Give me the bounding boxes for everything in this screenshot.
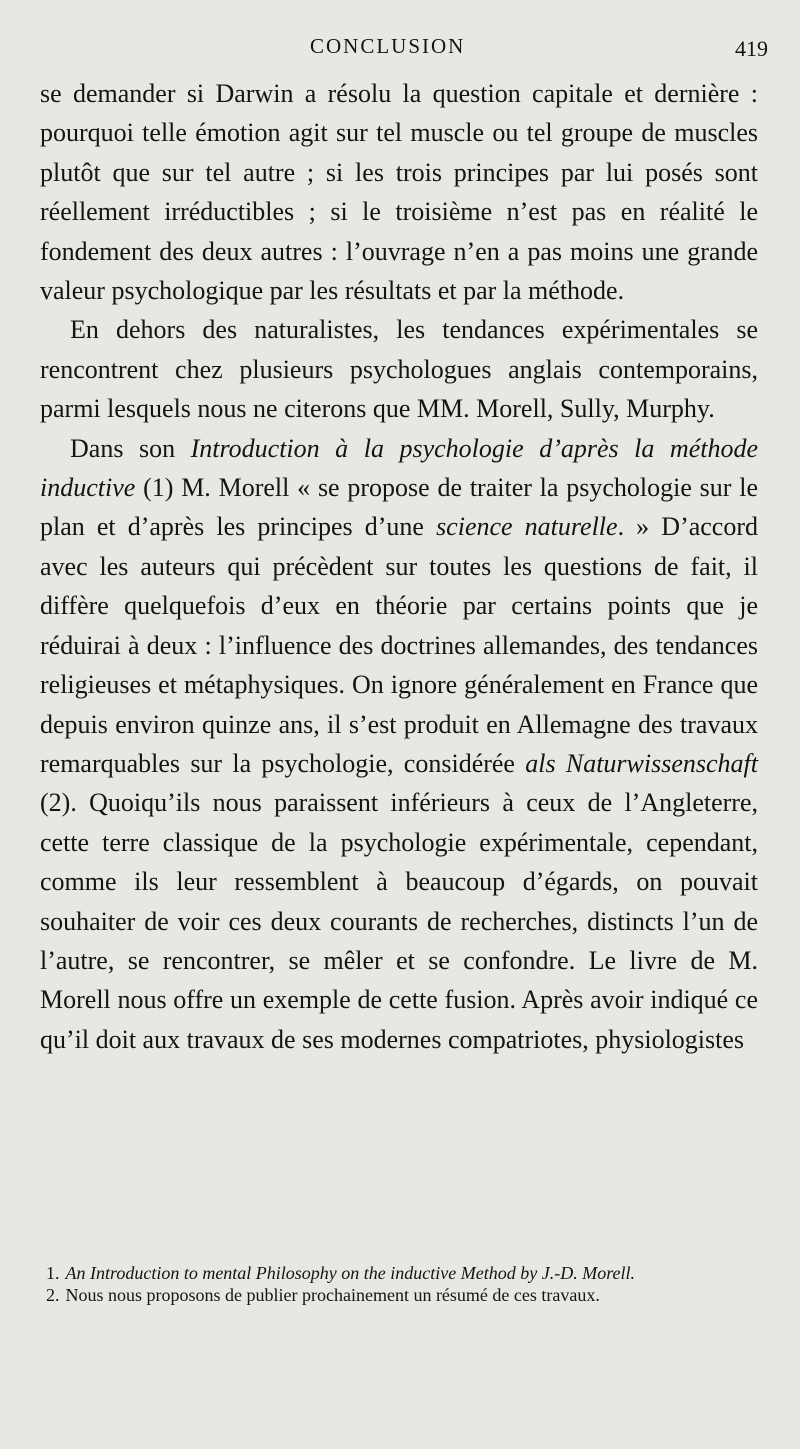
paragraph-2: [40, 310, 758, 428]
page-number: 419: [735, 36, 768, 61]
paragraph-text: . » D’accord avec les auteurs qui précèdent sur toutes les questions de fait, il diffère quelquefois d’eux en théorie par certains points que je réduirai à deux : l’influence des doctrines allemandes, des tendances religieuses et métaphysiques. On ignore généralement en France que depuis environ quinze ans, il s’est produit en Allemagne des travaux remarquables sur la psychologie, considérée: [40, 512, 758, 778]
footnote-2: [46, 1284, 758, 1306]
footnote-number: 1.: [46, 1263, 60, 1283]
paragraph-3: [40, 429, 758, 1060]
footnote-text: Nous nous proposons de publier prochainement un résumé de ces travaux.: [65, 1285, 600, 1305]
paragraph-text: se demander si Darwin a résolu la question capitale et dernière : pourquoi telle émotion agit sur tel muscle ou tel groupe de muscles plutôt que sur tel autre ; si les trois principes par lui posés sont réellement irréductibles ; si le troisième n’est pas en réalité le fondement des deux autres : l’ouvrage n’en a pas moins une grande valeur psychologique par les résultats et par la méthode.: [40, 79, 758, 306]
running-title: CONCLUSION: [310, 34, 466, 58]
paragraph-text: (2). Quoiqu’ils nous paraissent inférieurs à ceux de l’Angleterre, cette terre classique de la psychologie expérimentale, cependant, comme ils leur ressemblent à beaucoup d’égards, on pouvait souhaiter de voir ces deux courants de recherches, distincts l’un de l’autre, se rencontrer, se mêler et se confondre. Le livre de M. Morell nous offre un exemple de cette fusion. Après avoir indiqué ce qu’il doit aux travaux de ses modernes compatriotes, physiologistes: [40, 788, 758, 1054]
running-head: [0, 34, 800, 64]
footnote-text: An Introduction to mental Philosophy on the inductive Method by J.-D. Morell.: [65, 1263, 636, 1283]
footnote-number: 2.: [46, 1285, 60, 1305]
book-title-italic: Introduction à la psychologie d’après la méthode inductive: [40, 433, 758, 503]
footnote-1: [46, 1262, 758, 1284]
paragraph-text: (1) M. Morell « se propose de traiter la psychologie sur le plan et d’après les principes d’une: [40, 473, 758, 542]
paragraph-1: [40, 74, 758, 310]
paragraph-text: En dehors des naturalistes, les tendances expérimentales se rencontrent chez plusieurs psychologues anglais contemporains, parmi lesquels nous ne citerons que MM. Morell, Sully, Murphy.: [40, 315, 758, 424]
paragraph-text: Dans son: [70, 433, 191, 463]
footnotes: [46, 1262, 758, 1306]
term-italic: science naturelle: [436, 512, 618, 542]
body-text: [40, 74, 758, 1059]
german-term-italic: als Naturwissenschaft: [525, 748, 758, 778]
